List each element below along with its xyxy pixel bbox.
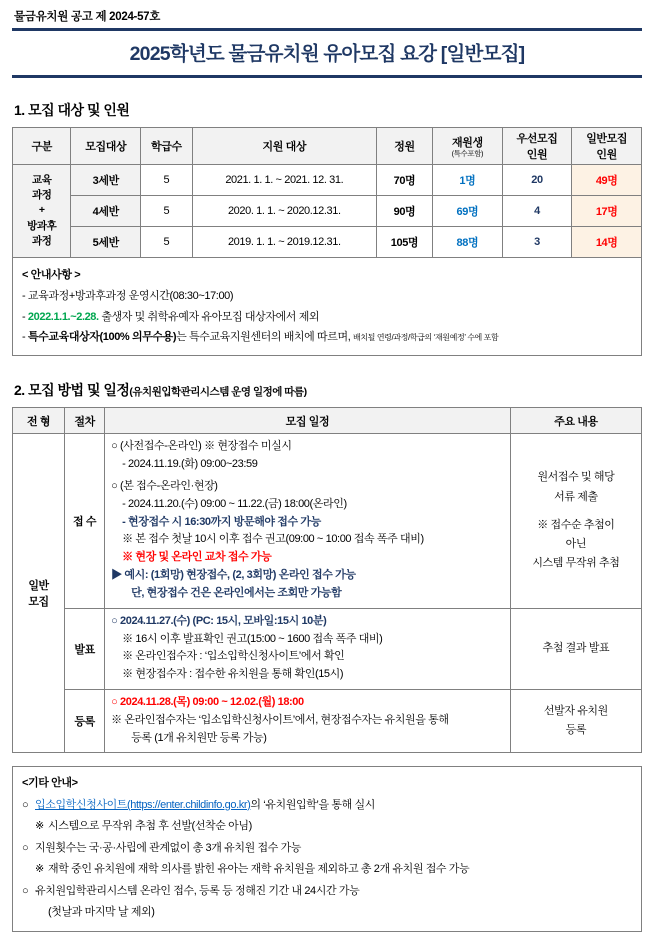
row-priority: 20 [502,165,572,196]
schedule-row [13,608,642,689]
etc-heading: <기타 안내> [22,777,78,790]
schedule-note: 선발자 유치원 등록 [510,689,641,752]
col-classes: 학급수 [141,128,193,165]
row-priority: 4 [502,196,572,227]
table-row [13,227,642,258]
schedule-step: 등록 [65,689,105,752]
notice-item: - 2022.1.1.~2.28. 출생자 및 취학유예자 유아모집 대상자에서 제외 [22,310,320,323]
row-general: 17명 [572,196,642,227]
row-target: 5세반 [71,227,141,258]
col-general-main: 일반모집 [586,133,628,145]
row-general: 49명 [572,165,642,196]
etc-item: ○ 지원횟수는 국·공·사립에 관계없이 총 3개 유치원 접수 가능 [22,841,302,854]
row-eligible: 2020. 1. 1. ~ 2020.12.31. [192,196,376,227]
etc-item: ※ 재학 중인 유치원에 재학 의사를 밝힌 유아는 재학 유치원을 제외하고 총 2개 유치원 접수 가능 [35,863,470,876]
row-classes: 5 [141,165,193,196]
schedule-step: 접 수 [65,434,105,608]
notice-date-highlight: 2022.1.1.~2.28. [27,310,99,323]
section2-heading [14,380,642,400]
col-priority-main: 우선모집 [516,133,558,145]
notice-box [12,258,642,356]
col-priority [502,128,572,165]
col-enrolled-main: 재원생 [452,136,483,149]
col-division: 구분 [13,128,71,165]
row-quota: 70명 [376,165,432,196]
section2-heading-sub: (유치원입학관리시스템 운영 일정에 따름) [129,386,307,399]
col-maincontent: 주요 내용 [510,408,641,434]
group-label: 교육 과정 + 방과후 과정 [13,165,71,258]
col-priority-sub: 인원 [526,149,548,161]
row-enrolled: 88명 [433,227,503,258]
row-eligible: 2021. 1. 1. ~ 2021. 12. 31. [192,165,376,196]
row-enrolled: 1명 [433,165,503,196]
col-general-sub: 인원 [596,149,617,161]
col-general [572,128,642,165]
schedule-header-row [13,408,642,434]
etc-item: ※ 시스템으로 무작위 추첨 후 선발(선착순 아님) [35,820,252,833]
row-priority: 3 [502,227,572,258]
row-enrolled: 69명 [433,196,503,227]
schedule-row [13,434,642,608]
enrollment-site-link[interactable]: 입소입학신청사이트(https://enter.childinfo.go.kr) [35,798,251,811]
col-type: 전 형 [13,408,65,434]
notice-special-bold: 특수교육대상자(100% 의무수용) [27,331,177,344]
schedule-note: 원서접수 및 해당 서류 제출 ※ 접수순 추첨이 아닌 시스템 무작위 추첨 [510,434,641,608]
table-row [13,196,642,227]
row-general: 14명 [572,227,642,258]
table-row [13,165,642,196]
page-title: 2025학년도 물금유치원 유아모집 요강 [일반모집] [129,43,525,65]
table-header-row [13,128,642,165]
row-target: 4세반 [71,196,141,227]
col-target: 모집대상 [71,128,141,165]
schedule-row [13,689,642,752]
schedule-step: 발표 [65,608,105,689]
col-schedule: 모집 일정 [105,408,511,434]
row-classes: 5 [141,196,193,227]
schedule-detail: ○ 2024.11.27.(수) (PC: 15시, 모바일:15시 10분) ※ 16시 이후 발표확인 권고(15:00 ~ 1600 접속 폭주 대비) ※ 온라인접수자 : ‘입소입학신청사이트’에서 확인 ※ 현장접수자 : 접수한 유치원을 통해 확인(15시) [105,608,511,689]
col-enrolled-sub: (특수포함) [451,148,484,158]
col-eligible: 지원 대상 [192,128,376,165]
row-target: 3세반 [71,165,141,196]
section2-heading-main: 2. 모집 방법 및 일정 [14,382,130,399]
schedule-category: 일반 모집 [13,434,65,753]
row-quota: 90명 [376,196,432,227]
notice-item: - 특수교육대상자(100% 의무수용)는 특수교육지원센터의 배치에 따르며, 배치될 연령/과정/학급의 ‘재원예정’ 수에 포함 [22,331,499,344]
col-quota: 정원 [376,128,432,165]
row-quota: 105명 [376,227,432,258]
title-band [12,28,642,78]
doc-number: 물금유치원 공고 제 2024-57호 [14,11,161,23]
etc-item: ○ 입소입학신청사이트(https://enter.childinfo.go.kr)의 ‘유치원입학’을 통해 실시 [22,798,375,811]
etc-item: (첫날과 마지막 날 제외) [48,906,155,918]
section1-heading: 1. 모집 대상 및 인원 [14,102,130,118]
recruitment-table [12,127,642,258]
notice-item: - 교육과정+방과후과정 운영시간(08:30~17:00) [22,290,234,303]
etc-item: ○ 유치원입학관리시스템 온라인 접수, 등록 등 정해진 기간 내 24시간 가능 [22,884,360,897]
schedule-detail: ○ 2024.11.28.(목) 09:00 ~ 12.02.(월) 18:00 ※ 온라인접수자는 ‘입소입학신청사이트’에서, 현장접수자는 유치원을 통해 등록 (1개 유치원만 등록 가능) [105,689,511,752]
col-procedure: 절차 [65,408,105,434]
schedule-detail: ○ (사전접수-온라인) ※ 현장접수 미실시 - 2024.11.19.(화) 09:00~23:59 ○ (본 접수-온라인·현장) - 2024.11.20.(수) 09:00 ~ 11.22.(금) 18:00(온라인) - 현장접수 시 16:30까지 방문해야 접수 가능 ※ 본 접수 첫날 10시 이후 접수 권고(09:00 ~ 10:00 접속 폭주 대비) ※ 현장 및 온라인 교차 접수 가능 ▶ 예시: (1회망) 현장접수, (2, 3회망) 온라인 접수 가능 단, 현장접수 건은 온라인에서는 조회만 가능함 [105,434,511,608]
schedule-table [12,407,642,753]
notice-heading: < 안내사항 > [22,269,81,281]
notice-special-tail: 배치될 연령/과정/학급의 ‘재원예정’ 수에 포함 [353,333,499,343]
col-enrolled [433,128,503,165]
row-eligible: 2019. 1. 1. ~ 2019.12.31. [192,227,376,258]
row-classes: 5 [141,227,193,258]
schedule-note: 추첨 결과 발표 [510,608,641,689]
etc-box [12,766,642,932]
